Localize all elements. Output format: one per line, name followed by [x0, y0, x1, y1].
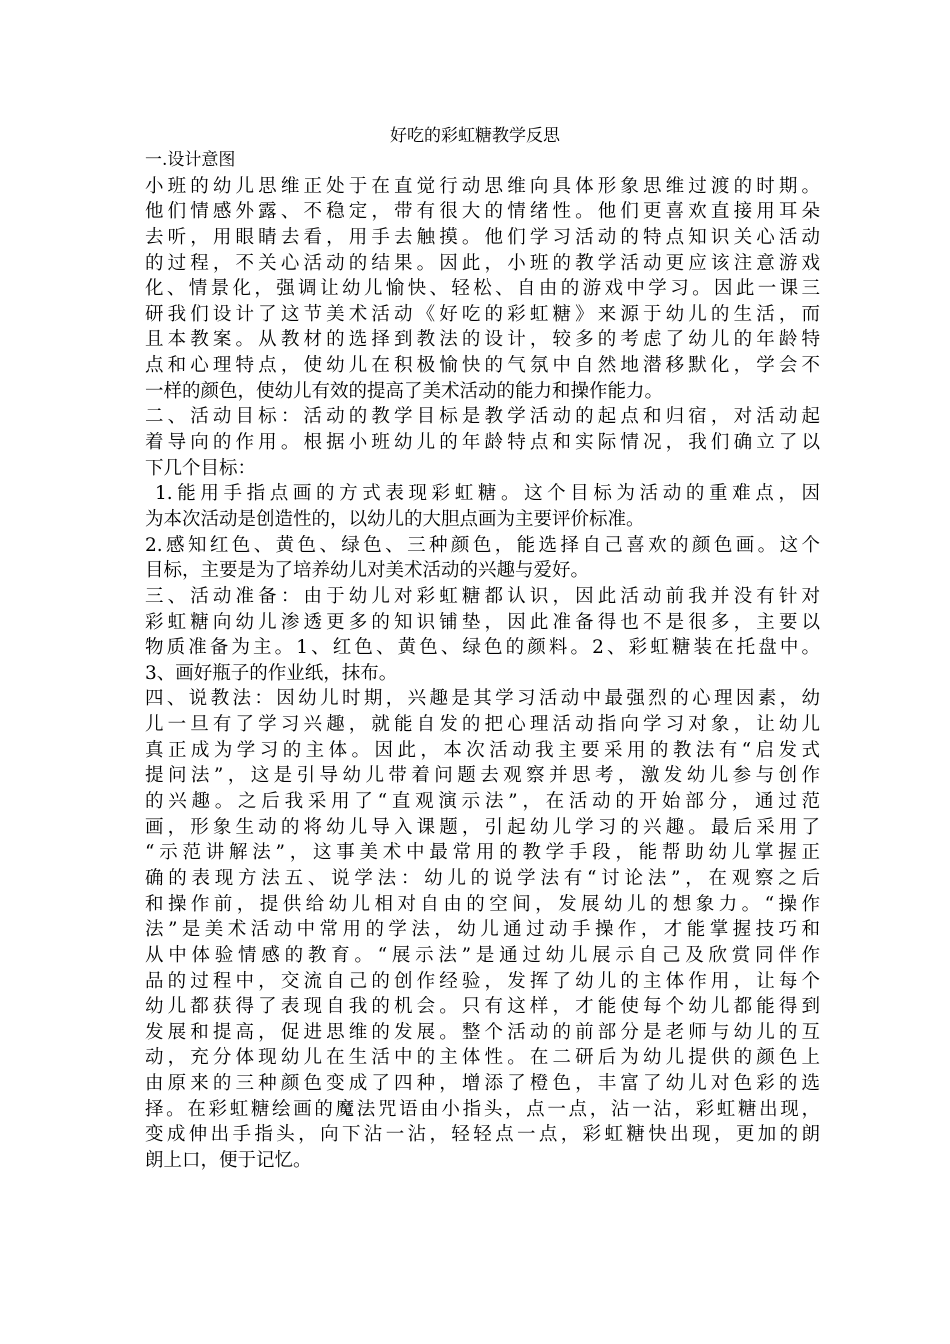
- paragraph-line: 小班的幼儿思维正处于在直觉行动思维向具体形象思维过渡的时期。: [145, 175, 820, 197]
- paragraph-line: “示范讲解法”，这事美术中最常用的教学手段，能帮助幼儿掌握正: [145, 842, 820, 864]
- paragraph-line: 研我们设计了这节美术活动《好吃的彩虹糖》来源于幼儿的生活，而: [145, 303, 820, 325]
- paragraph-line: 物质准备为主。1、红色、黄色、绿色的颜料。2、彩虹糖装在托盘中。: [145, 637, 820, 659]
- paragraph-line: 三、活动准备：由于幼儿对彩虹糖都认识，因此活动前我并没有针对: [145, 585, 820, 607]
- list-item-line: 为本次活动是创造性的，以幼儿的大胆点画为主要评价标准。: [145, 508, 645, 530]
- paragraph-line: 确的表现方法五、说学法：幼儿的说学法有“讨论法”，在观察之后: [145, 867, 820, 889]
- paragraph-line: 提问法”，这是引导幼儿带着问题去观察并思考，激发幼儿参与创作: [145, 765, 820, 787]
- paragraph-line: 彩虹糖向幼儿渗透更多的知识铺垫，因此准备得也不是很多，主要以: [145, 611, 820, 633]
- paragraph-line: 下几个目标：: [145, 457, 257, 479]
- paragraph-line: 朗上口，便于记忆。: [145, 1149, 312, 1171]
- paragraph-line: 儿一旦有了学习兴趣，就能自发的把心理活动指向学习对象，让幼儿: [145, 714, 820, 736]
- paragraph-line: 二、活动目标：活动的教学目标是教学活动的起点和归宿，对活动起: [145, 406, 820, 428]
- paragraph-line: 择。在彩虹糖绘画的魔法咒语由小指头，点一点，沾一沾，彩虹糖出现，: [145, 1098, 820, 1120]
- paragraph-line: 幼儿都获得了表现自我的机会。只有这样，才能使每个幼儿都能得到: [145, 996, 820, 1018]
- paragraph-line: 发展和提高，促进思维的发展。整个活动的前部分是老师与幼儿的互: [145, 1021, 820, 1043]
- paragraph-line: 点和心理特点，使幼儿在积极愉快的气氛中自然地潜移默化，学会不: [145, 355, 820, 377]
- paragraph-line: 且本教案。从教材的选择到教法的设计，较多的考虑了幼儿的年龄特: [145, 329, 820, 351]
- list-item-line: 2.感知红色、黄色、绿色、三种颜色，能选择自己喜欢的颜色画。这个: [145, 534, 820, 556]
- paragraph-line: 画，形象生动的将幼儿导入课题，引起幼儿学习的兴趣。最后采用了: [145, 816, 820, 838]
- paragraph-line: 法”是美术活动中常用的学法，幼儿通过动手操作，才能掌握技巧和: [145, 919, 820, 941]
- paragraph-line: 的兴趣。之后我采用了“直观演示法”，在活动的开始部分，通过范: [145, 791, 820, 813]
- list-item-line: 目标，主要是为了培养幼儿对美术活动的兴趣与爱好。: [145, 560, 590, 582]
- paragraph-line: 由原来的三种颜色变成了四种，增添了橙色，丰富了幼儿对色彩的选: [145, 1073, 820, 1095]
- paragraph-line: 和操作前，提供给幼儿相对自由的空间，发展幼儿的想象力。“操作: [145, 893, 820, 915]
- paragraph-line: 的过程，不关心活动的结果。因此，小班的教学活动更应该注意游戏: [145, 252, 820, 274]
- section-heading: 一.设计意图: [145, 150, 236, 170]
- paragraph-line: 他们情感外露、不稳定，带有很大的情绪性。他们更喜欢直接用耳朵: [145, 201, 820, 223]
- paragraph-line: 一样的颜色，使幼儿有效的提高了美术活动的能力和操作能力。: [145, 380, 664, 402]
- list-item-line: 1.能用手指点画的方式表现彩虹糖。这个目标为活动的重难点，因: [155, 483, 820, 505]
- paragraph-line: 从中体验情感的教育。“展示法”是通过幼儿展示自己及欣赏同伴作: [145, 944, 820, 966]
- document-title: 好吃的彩虹糖教学反思: [390, 126, 560, 146]
- paragraph-line: 品的过程中，交流自己的创作经验，发挥了幼儿的主体作用，让每个: [145, 970, 820, 992]
- paragraph-line: 着导向的作用。根据小班幼儿的年龄特点和实际情况，我们确立了以: [145, 432, 820, 454]
- paragraph-line: 化、情景化，强调让幼儿愉快、轻松、自由的游戏中学习。因此一课三: [145, 278, 820, 300]
- paragraph-line: 真正成为学习的主体。因此，本次活动我主要采用的教法有“启发式: [145, 739, 820, 761]
- paragraph-line: 四、说教法：因幼儿时期，兴趣是其学习活动中最强烈的心理因素，幼: [145, 688, 820, 710]
- paragraph-line: 去听，用眼睛去看，用手去触摸。他们学习活动的特点知识关心活动: [145, 226, 820, 248]
- paragraph-line: 变成伸出手指头，向下沾一沾，轻轻点一点，彩虹糖快出现，更加的朗: [145, 1124, 820, 1146]
- document-body: [145, 148, 820, 1174]
- paragraph-line: 动，充分体现幼儿在生活中的主体性。在二研后为幼儿提供的颜色上: [145, 1047, 820, 1069]
- paragraph-line: 3、画好瓶子的作业纸，抹布。: [145, 662, 398, 684]
